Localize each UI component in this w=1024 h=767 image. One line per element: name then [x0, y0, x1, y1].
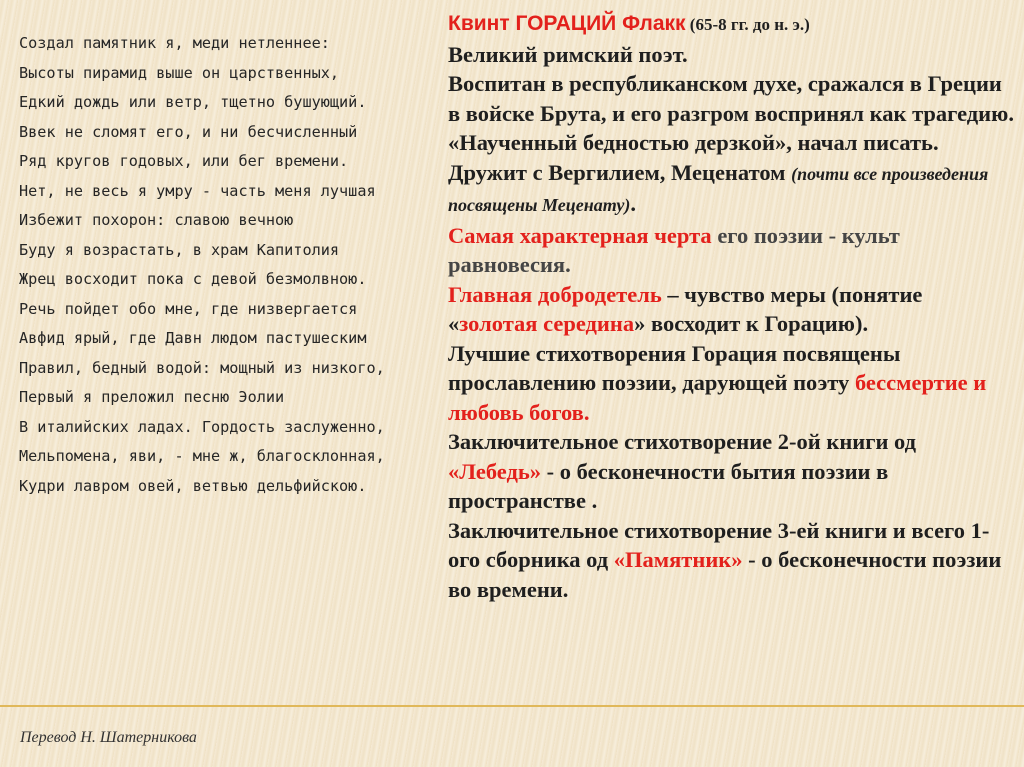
- bio-text: » восходит к Горацию).: [634, 311, 869, 336]
- bio-paragraph: [448, 427, 1014, 516]
- poem-line: Мельпомена, яви, - мне ж, благосклонная,: [19, 447, 385, 465]
- poem-line: Жрец восходит пока с девой безмолвною.: [19, 270, 367, 288]
- bio-text: Заключительное стихотворение 3-ей книги и всего 1-ого сборника од: [448, 517, 990, 572]
- bio-highlight: «Лебедь»: [448, 458, 542, 484]
- bio-highlight: Главная добродетель: [448, 281, 662, 307]
- poem-line: В италийских ладах. Гордость заслуженно,: [19, 417, 385, 436]
- bio-text: - о бесконечности бытия поэзии в пространстве .: [448, 458, 889, 513]
- poem-line: Высоты пирамид выше он царственных,: [19, 63, 340, 82]
- bio-paragraph: Великий римский поэт.: [448, 41, 688, 67]
- poem-column: [19, 33, 424, 505]
- bio-highlight: «Памятник»: [613, 547, 743, 572]
- bio-paragraph: [448, 516, 1014, 605]
- bio-paragraph: «Наученный бедностью дерзкой», начал писать.: [448, 130, 939, 155]
- bio-text: Дружит с Вергилием, Меценатом: [448, 159, 792, 185]
- bio-text: его поэзии - культ равновесия.: [448, 222, 900, 277]
- bio-highlight: Самая характерная черта: [448, 222, 712, 248]
- poem-line: Избежит похорон: славою вечною: [19, 211, 294, 229]
- poet-dates: (65-8 гг. до н. э.): [685, 15, 810, 34]
- poem-line: Кудри лавром овей, ветвью дельфийскою.: [19, 476, 367, 495]
- bio-text: Лучшие стихотворения Горация посвящены прославлению поэзии, дарующей поэту: [448, 340, 901, 395]
- divider-rule: [0, 705, 1024, 707]
- bio-text: – чувство меры (понятие «: [448, 281, 923, 336]
- poet-name: Квинт ГОРАЦИЙ Флакк: [448, 12, 686, 35]
- bio-column: [448, 8, 1014, 604]
- poem-line: Правил, бедный водой: мощный из низкого,: [19, 358, 385, 377]
- bio-paragraph: [448, 280, 1014, 339]
- bio-text: - о бесконечности поэзии во времени.: [448, 547, 1002, 602]
- bio-highlight: бессмертие и любовь богов.: [448, 370, 987, 425]
- bio-paragraph: Воспитан в республиканском духе, сражался в Греции в войске Брута, и его разгром воспринял как трагедию.: [448, 71, 1014, 126]
- poem-line: Ввек не сломят его, и ни бесчисленный: [19, 122, 358, 141]
- bio-paragraph: [448, 339, 1014, 428]
- bio-title: [448, 8, 1014, 40]
- bio-paragraph: [448, 158, 1014, 221]
- poem-line: Едкий дождь или ветр, тщетно бушующий.: [19, 93, 367, 111]
- translator-credit: Перевод Н. Шатерникова: [20, 729, 197, 746]
- poem-line: Ряд кругов годовых, или бег времени.: [19, 152, 349, 170]
- poem-line: Создал памятник я, меди нетленнее:: [19, 34, 330, 52]
- poem-line: Нет, не весь я умру - часть меня лучшая: [19, 181, 376, 200]
- bio-text: .: [630, 191, 636, 216]
- poem-line: Авфид ярый, где Давн людом пастушеским: [19, 329, 367, 347]
- bio-highlight: золотая середина: [459, 311, 635, 336]
- poem-line: Буду я возрастать, в храм Капитолия: [19, 240, 340, 259]
- bio-note: (почти все произведения посвящены Меценату): [448, 163, 989, 215]
- poem-line: Первый я преложил песню Эолии: [19, 388, 285, 406]
- poem-line: Речь пойдет обо мне, где низвергается: [19, 299, 358, 318]
- bio-text: Заключительное стихотворение 2-ой книги од: [448, 429, 917, 454]
- bio-paragraph: [448, 221, 1014, 280]
